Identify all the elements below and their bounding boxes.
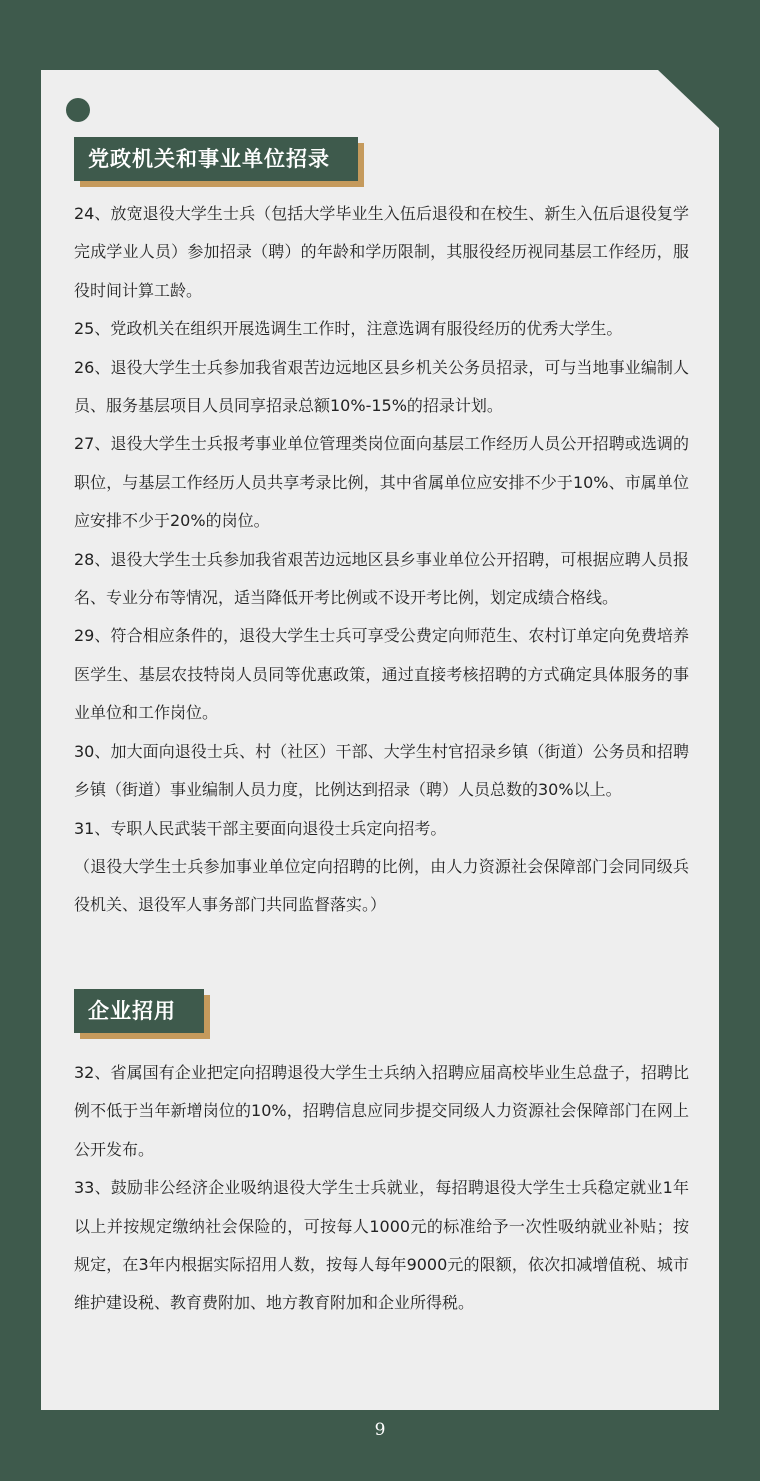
section-heading-enterprise-hiring: [74, 989, 204, 1033]
section-body-enterprise-hiring: [74, 1054, 689, 1323]
decorative-dot: [66, 98, 90, 122]
policy-item-24: 24、放宽退役大学生士兵（包括大学毕业生入伍后退役和在校生、新生入伍后退役复学完成学业人员）参加招录（聘）的年龄和学历限制，其服役经历视同基层工作经历，服役时间计算工龄。: [74, 204, 689, 300]
policy-item-25: 25、党政机关在组织开展选调生工作时，注意选调有服役经历的优秀大学生。: [74, 319, 623, 339]
section-body-government-recruitment: [74, 195, 689, 925]
policy-item-30: 30、加大面向退役士兵、村（社区）干部、大学生村官招录乡镇（街道）公务员和招聘乡镇（街道）事业编制人员力度，比例达到招录（聘）人员总数的30%以上。: [74, 741, 689, 800]
page-number: 9: [374, 1420, 386, 1440]
policy-item-29: 29、符合相应条件的，退役大学生士兵可享受公费定向师范生、农村订单定向免费培养医学生、基层农技特岗人员同等优惠政策，通过直接考核招聘的方式确定具体服务的事业单位和工作岗位。: [74, 626, 689, 723]
policy-note: （退役大学生士兵参加事业单位定向招聘的比例，由人力资源社会保障部门会同同级兵役机关、退役军人事务部门共同监督落实。）: [74, 856, 689, 915]
section-heading-government-recruitment: [74, 137, 358, 181]
policy-item-27: 27、退役大学生士兵报考事业单位管理类岗位面向基层工作经历人员公开招聘或选调的职位，与基层工作经历人员共享考录比例，其中省属单位应安排不少于10%、市属单位应安排不少于20%的岗位。: [74, 434, 689, 531]
section-title: 党政机关和事业单位招录: [74, 137, 358, 181]
policy-item-32: 32、省属国有企业把定向招聘退役大学生士兵纳入招聘应届高校毕业生总盘子，招聘比例不低于当年新增岗位的10%，招聘信息应同步提交同级人力资源社会保障部门在网上公开发布。: [74, 1063, 689, 1159]
policy-item-33: 33、鼓励非公经济企业吸纳退役大学生士兵就业，每招聘退役大学生士兵稳定就业1年以上并按规定缴纳社会保险的，可按每人1000元的标准给予一次性吸纳就业补贴；按规定，在3年内根据实际招用人数，按每人每年9000元的限额，依次扣减增值税、城市维护建设税、教育费附加、地方教育附加和企业所得税。: [74, 1178, 689, 1313]
policy-item-31: 31、专职人民武装干部主要面向退役士兵定向招考。: [74, 818, 447, 838]
policy-item-26: 26、退役大学生士兵参加我省艰苦边远地区县乡机关公务员招录，可与当地事业编制人员、服务基层项目人员同享招录总额10%-15%的招录计划。: [74, 357, 689, 416]
policy-item-28: 28、退役大学生士兵参加我省艰苦边远地区县乡事业单位公开招聘，可根据应聘人员报名、专业分布等情况，适当降低开考比例或不设开考比例，划定成绩合格线。: [74, 549, 689, 608]
section-title: 企业招用: [74, 989, 204, 1033]
